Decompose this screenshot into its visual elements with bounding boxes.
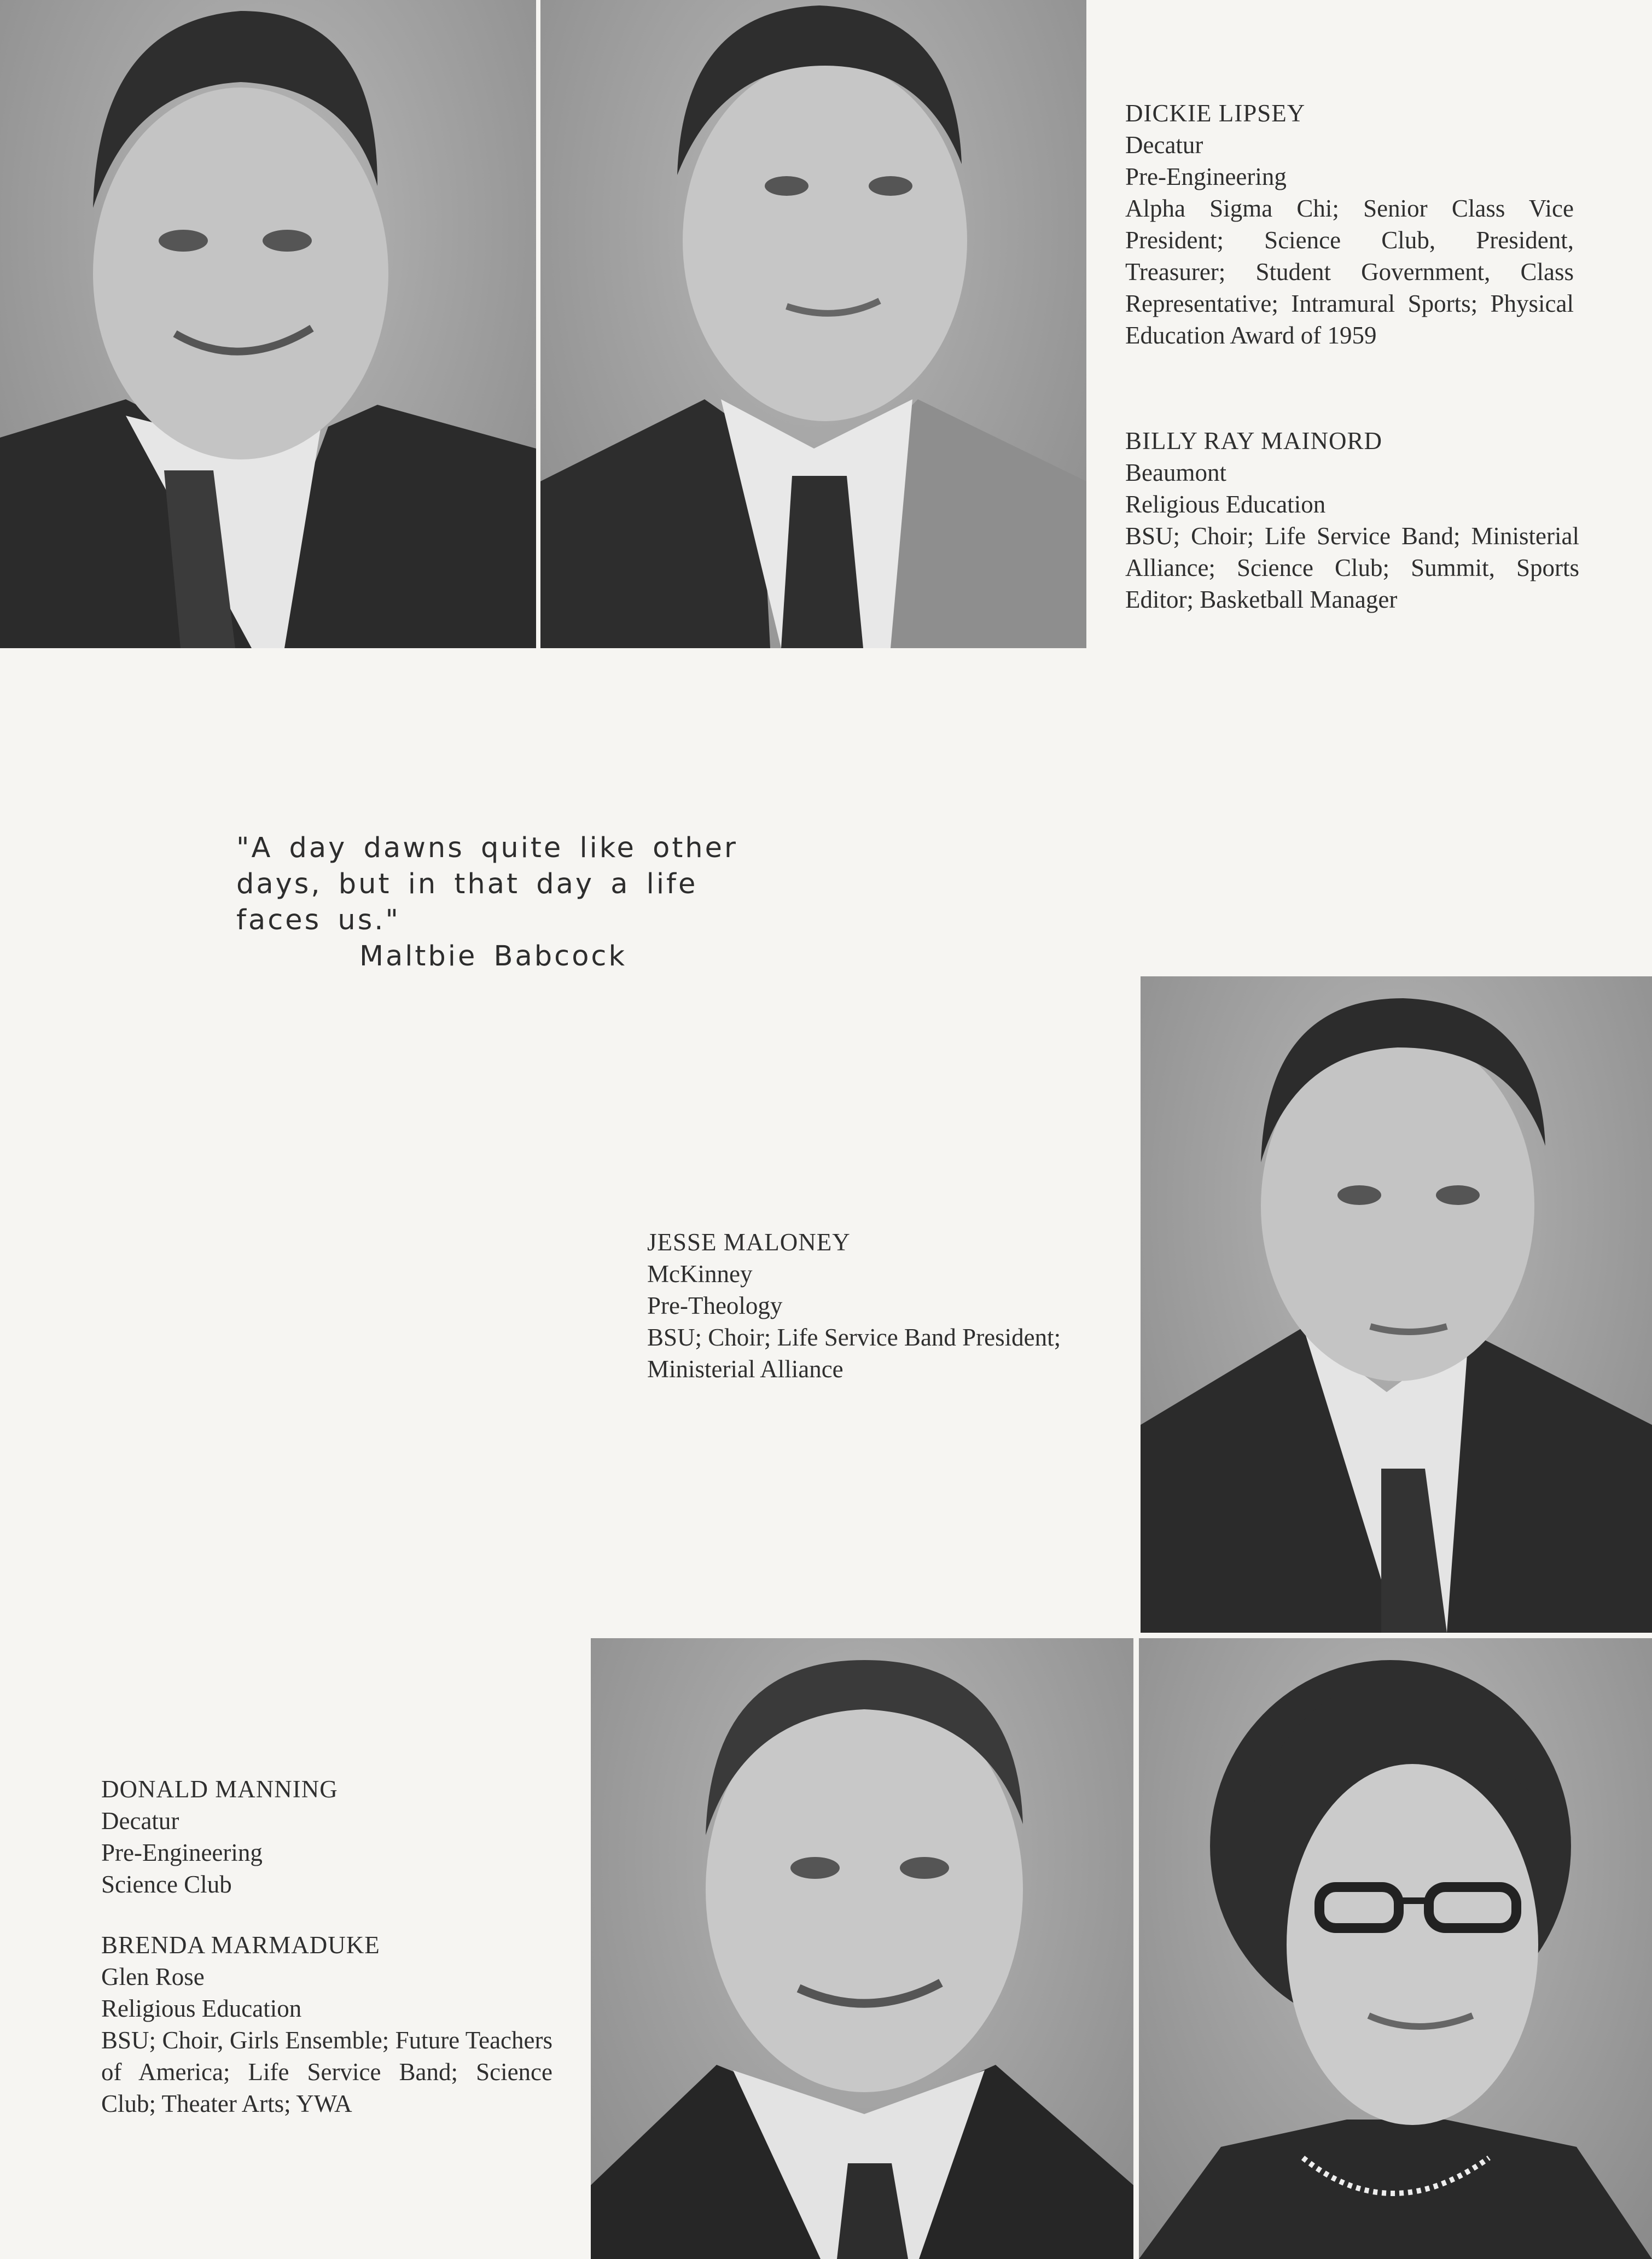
student-hometown: Beaumont bbox=[1125, 459, 1226, 486]
student-major: Pre-Engineering bbox=[1125, 163, 1287, 190]
student-name: BILLY RAY MAINORD bbox=[1125, 427, 1383, 455]
student-hometown: McKinney bbox=[647, 1260, 753, 1288]
student-name: DICKIE LIPSEY bbox=[1125, 100, 1306, 127]
student-major: Religious Education bbox=[101, 1995, 302, 2022]
quote-author: Maltbie Babcock bbox=[359, 940, 627, 973]
student-activities: BSU; Choir, Girls Ensemble; Future Teachers of America; Life Service Band; Science Club; Theater Arts; YWA bbox=[101, 2027, 552, 2117]
student-hometown: Glen Rose bbox=[101, 1963, 205, 1990]
student-activities: Alpha Sigma Chi; Senior Class Vice President; Science Club, President, Treasurer; Student Government, Class Representative; Intramural Sports; Physical Education Award of 1959 bbox=[1125, 195, 1574, 349]
bio-donald-manning bbox=[101, 1773, 555, 1900]
portrait-donald-manning bbox=[591, 1638, 1133, 2259]
portrait-dickie-lipsey bbox=[0, 0, 536, 648]
student-activities: BSU; Choir; Life Service Band President; Ministerial Alliance bbox=[647, 1324, 1061, 1383]
student-hometown: Decatur bbox=[101, 1807, 179, 1835]
portrait-brenda-marmaduke bbox=[1139, 1638, 1652, 2259]
student-major: Pre-Engineering bbox=[101, 1839, 263, 1866]
bio-brenda-marmaduke bbox=[101, 1929, 552, 2120]
student-activities: BSU; Choir; Life Service Band; Ministerial Alliance; Science Club; Summit, Sports Editor; Basketball Manager bbox=[1125, 522, 1579, 613]
student-hometown: Decatur bbox=[1125, 131, 1203, 159]
student-major: Pre-Theology bbox=[647, 1292, 783, 1319]
student-activities: Science Club bbox=[101, 1871, 232, 1898]
student-name: BRENDA MARMADUKE bbox=[101, 1931, 380, 1959]
quote-text: "A day dawns quite like other days, but in that day a life faces us." bbox=[236, 832, 738, 936]
student-name: JESSE MALONEY bbox=[647, 1229, 851, 1256]
quote-block bbox=[236, 830, 783, 975]
portrait-billy-ray-mainord bbox=[540, 0, 1086, 648]
bio-dickie-lipsey bbox=[1125, 97, 1574, 351]
student-major: Religious Education bbox=[1125, 491, 1326, 518]
bio-billy-ray-mainord bbox=[1125, 425, 1579, 615]
bio-jesse-maloney bbox=[647, 1226, 1101, 1385]
student-name: DONALD MANNING bbox=[101, 1775, 338, 1803]
portrait-jesse-maloney bbox=[1141, 976, 1652, 1633]
